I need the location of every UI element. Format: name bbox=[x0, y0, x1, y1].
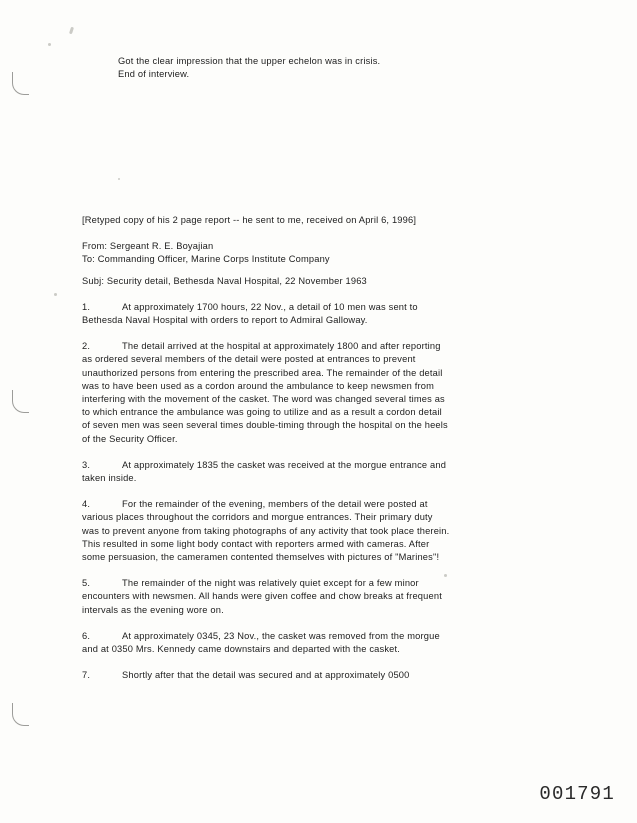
scan-speckle bbox=[69, 27, 74, 35]
paragraph-number: 1. bbox=[82, 301, 91, 312]
binder-mark bbox=[12, 390, 29, 413]
interview-line-2: End of interview. bbox=[118, 69, 190, 80]
report-paragraph-3 bbox=[82, 459, 450, 485]
paragraph-text: Shortly after that the detail was secured and at approximately 0500 bbox=[122, 670, 410, 681]
paragraph-number: 6. bbox=[82, 630, 91, 641]
scan-speckle bbox=[54, 293, 57, 296]
binder-mark bbox=[12, 72, 29, 95]
paragraph-text: For the remainder of the evening, members of the detail were posted at various places throughout the corridors and morgue entrances. Their primary duty was to prevent anyone from taking photographs of any activity that took place therein. This resulted in some light body contact with reporters armed with cameras. After some persuasion, the cameramen contented themselves with pictures of "Marines"! bbox=[82, 499, 450, 563]
interview-closing-block bbox=[118, 55, 448, 81]
subject-line: Subj: Security detail, Bethesda Naval Hospital, 22 November 1963 bbox=[82, 275, 367, 286]
paragraph-number: 7. bbox=[82, 670, 91, 681]
report-paragraph-5 bbox=[82, 577, 450, 617]
paragraph-text: At approximately 0345, 23 Nov., the casket was removed from the morgue and at 0350 Mrs. Kennedy came downstairs and departed with the casket. bbox=[82, 630, 440, 655]
paragraph-number: 2. bbox=[82, 341, 91, 352]
paragraph-text: At approximately 1700 hours, 22 Nov., a detail of 10 men was sent to Bethesda Naval Hospital with orders to report to Admiral Galloway. bbox=[82, 301, 418, 326]
report-body bbox=[82, 214, 450, 682]
scan-speckle bbox=[48, 43, 51, 46]
from-line: From: Sergeant R. E. Boyajian bbox=[82, 241, 214, 252]
paragraph-text: The detail arrived at the hospital at approximately 1800 and after reporting as ordered several members of the detail were posted at entrances to prevent unauthorized persons from entering the prescribed area. The remainder of the detail was to have been used as a cordon around the ambulance to keep newsmen from interfering with the movement of the casket. The word was changed several times as to which entrance the ambulance was going to utilize and as a result a cordon detail of seven men was seen several times double-timing through the hospital on the heels of the Security Officer. bbox=[82, 341, 448, 444]
paragraph-number: 5. bbox=[82, 578, 91, 589]
retype-note: [Retyped copy of his 2 page report -- he sent to me, received on April 6, 1996] bbox=[82, 215, 417, 225]
to-line: To: Commanding Officer, Marine Corps Institute Company bbox=[82, 254, 330, 265]
paragraph-text: At approximately 1835 the casket was received at the morgue entrance and taken inside. bbox=[82, 459, 447, 484]
paragraph-text: The remainder of the night was relatively quiet except for a few minor encounters with newsmen. All hands were given coffee and chow breaks at frequent intervals as the evening wore on. bbox=[82, 578, 442, 615]
page-stamp-number: 001791 bbox=[539, 783, 615, 805]
interview-line-1: Got the clear impression that the upper echelon was in crisis. bbox=[118, 56, 381, 66]
binder-mark bbox=[12, 703, 29, 726]
report-paragraph-4 bbox=[82, 498, 450, 564]
scan-speckle bbox=[118, 178, 120, 180]
report-paragraph-1 bbox=[82, 301, 450, 327]
paragraph-number: 3. bbox=[82, 459, 91, 470]
report-paragraph-7 bbox=[82, 669, 450, 682]
report-paragraph-6 bbox=[82, 630, 450, 656]
paragraph-number: 4. bbox=[82, 499, 91, 510]
report-paragraph-2 bbox=[82, 340, 450, 446]
